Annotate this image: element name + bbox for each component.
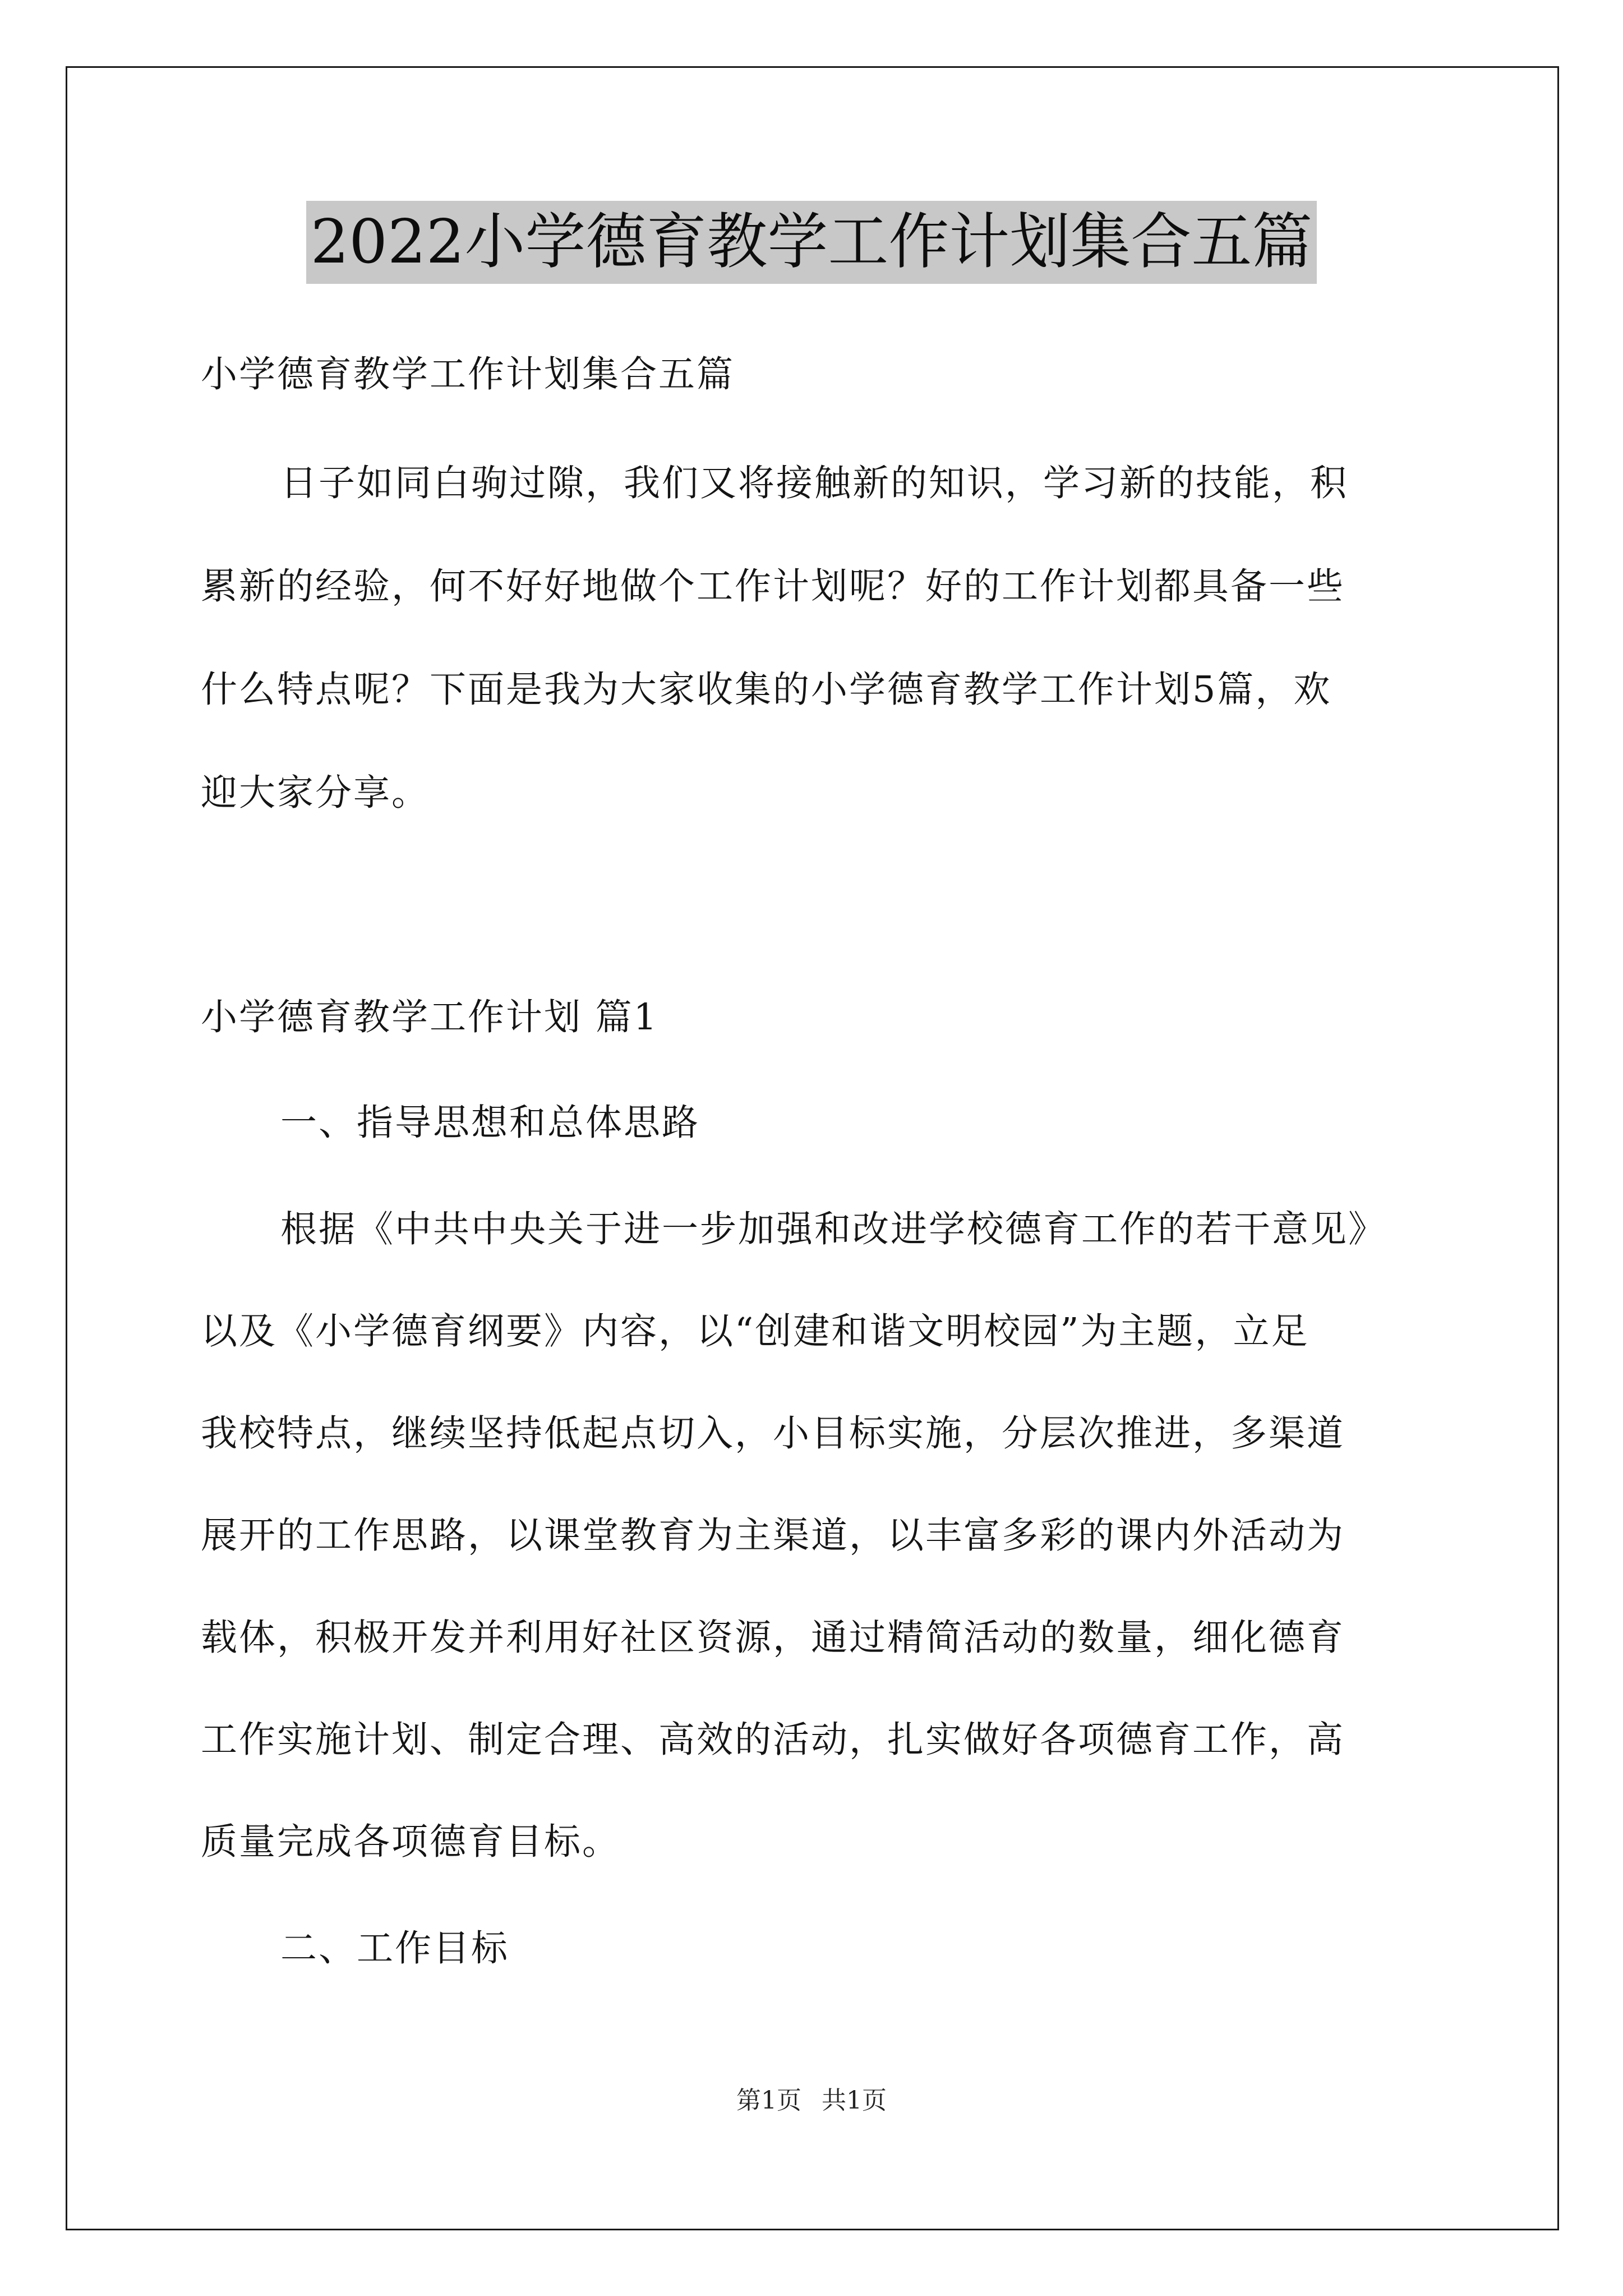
body-line: 以及《小学德育纲要》内容，以“创建和谐文明校园”为主题，立足: [201, 1310, 1310, 1352]
page-footer: [0, 2084, 1623, 2118]
body-line: 质量完成各项德育目标。: [201, 1821, 621, 1863]
body-line: 载体，积极开发并利用好社区资源，通过精简活动的数量，细化德育: [201, 1617, 1345, 1659]
intro-line: 迎大家分享。: [201, 772, 430, 814]
document-title: 2022小学德育教学工作计划集合五篇: [306, 201, 1317, 284]
page-total: 共1页: [822, 2086, 887, 2115]
intro-subtitle: 小学德育教学工作计划集合五篇: [201, 353, 735, 395]
title-container: [0, 201, 1623, 284]
page-number: 第1页: [736, 2086, 801, 2115]
section-heading: 小学德育教学工作计划 篇1: [201, 996, 659, 1038]
intro-line: 日子如同白驹过隙，我们又将接触新的知识，学习新的技能，积: [280, 462, 1349, 504]
part-heading: 一、指导思想和总体思路: [280, 1102, 700, 1144]
intro-line: 什么特点呢？下面是我为大家收集的小学德育教学工作计划5篇，欢: [201, 669, 1332, 711]
intro-line: 累新的经验，何不好好地做个工作计划呢？好的工作计划都具备一些: [201, 565, 1345, 608]
body-line: 我校特点，继续坚持低起点切入，小目标实施，分层次推进，多渠道: [201, 1412, 1345, 1455]
body-line: 工作实施计划、制定合理、高效的活动，扎实做好各项德育工作，高: [201, 1719, 1345, 1761]
part-heading: 二、工作目标: [280, 1927, 510, 1970]
body-line: 展开的工作思路，以课堂教育为主渠道，以丰富多彩的课内外活动为: [201, 1515, 1345, 1557]
body-line: 根据《中共中央关于进一步加强和改进学校德育工作的若干意见》: [280, 1208, 1387, 1250]
